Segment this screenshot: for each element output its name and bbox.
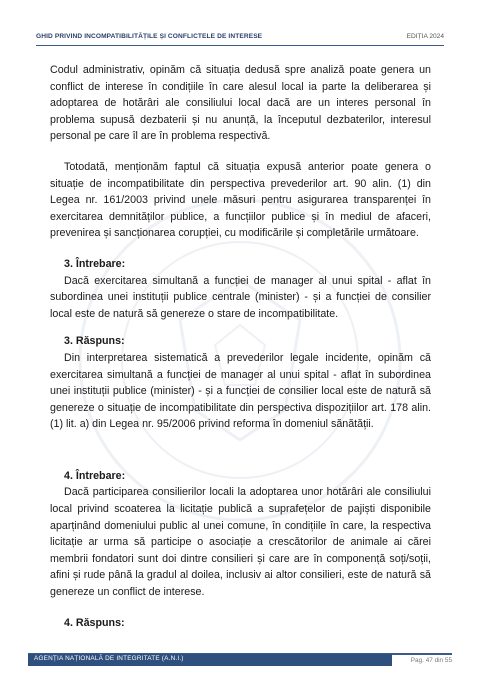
question-3-heading: 3. Întrebare: <box>64 257 126 270</box>
page-number: Pag. 47 din 55 <box>392 654 452 667</box>
answer-3-text: Din interpretarea sistematică a prevederilor legale incidente, opinăm că exercitarea simultană a funcției de manager al unui spital - aflat în subordinea unei instituții publice (minister) - și a funcției de consilier local este de natură să genereze o situație de incompatibilitate din perspectiva dispozițiilor art. 178 alin. (1) lit. a) din Legea nr. 95/2006 privind reforma în domeniul sănătății. <box>50 351 431 431</box>
page-footer <box>28 653 452 666</box>
page-content <box>50 62 431 631</box>
answer-3-heading: 3. Răspuns: <box>64 335 125 348</box>
question-3-text: Dacă exercitarea simultană a funcției de manager al unui spital - aflat în subordinea unei instituții publice centrale (minister) - și a funcției de consilier local este de natură să genereze o stare de incompatibilitate. <box>50 274 431 320</box>
agency-name: AGENȚIA NAȚIONALĂ DE INTEGRITATE (A.N.I.) <box>34 655 184 662</box>
question-4-text: Dacă participarea consilierilor locali la adoptarea unor hotărâri ale consiliului local privind scoaterea la licitație publică a suprafețelor de pajiști disponibile aparținând domeniului public al unei comune, în condițiile în care, la respectiva licitație ar urma să participe o asociație a crescătorilor de animale ai cărei membrii fondatori sunt doi dintre consilieri și care are în componență soți/soții, afini și rude până la gradul al doilea, inclusiv ai altor consilieri, este de natură să genereze un conflict de interese. <box>50 486 431 599</box>
paragraph-incompatibility: Totodată, menționăm faptul că situația expusă anterior poate genera o situație de incompatibilitate din perspectiva prevederilor art. 90 alin. (1) din Legea nr. 161/2003 privind unele măsuri pentru asigurarea transparenței în exercitarea demnităților publice, a funcțiilor publice și în mediul de afaceri, prevenirea și sancționarea corupției, cu modificările și completările următoare. <box>50 160 431 240</box>
question-4-heading: 4. Întrebare: <box>64 469 126 482</box>
edition-label: EDIȚIA 2024 <box>406 33 444 40</box>
answer-4-heading: 4. Răspuns: <box>64 616 125 629</box>
page-header <box>36 33 444 46</box>
document-title: GHID PRIVIND INCOMPATIBILITĂȚILE ȘI CONFLICTELE DE INTERESE <box>36 33 263 40</box>
paragraph-conflict: Codul administrativ, opinăm că situația dedusă spre analiză poate genera un conflict de interese în condițiile în care alesul local ia parte la deliberarea și adoptarea de hotărâri ale consiliului local dacă are un interes personal în problema supusă dezbaterii și nu anunță, la începutul dezbaterilor, interesul personal pe care îl are în problema respectivă. <box>50 64 431 143</box>
